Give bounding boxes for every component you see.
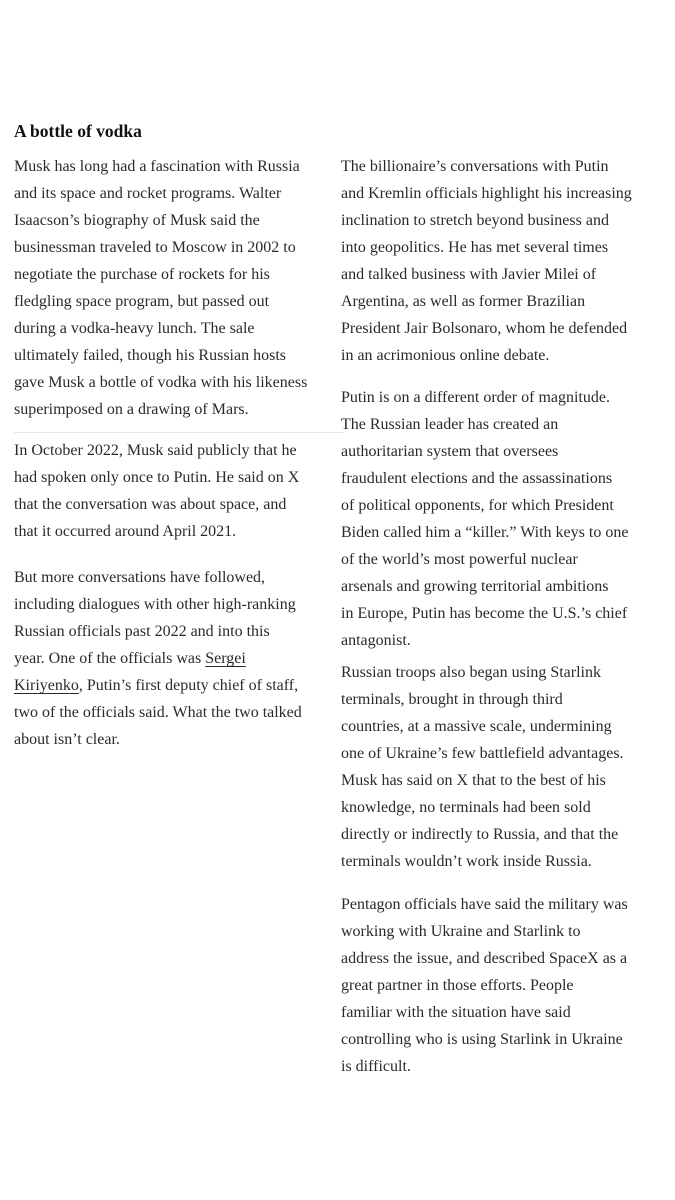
text-segment: year. One of the officials was (14, 650, 206, 667)
right-paragraph-4 (341, 891, 661, 1080)
text-line: fraudulent elections and the assassinations (341, 470, 613, 487)
text-line: Musk has long had a fascination with Russia (14, 158, 300, 175)
text-line: and Kremlin officials highlight his increasing (341, 185, 632, 202)
text-line: antagonist. (341, 632, 411, 649)
text-line: including dialogues with other high-ranking (14, 596, 296, 613)
text-line: countries, at a massive scale, undermining (341, 718, 612, 735)
text-line: familiar with the situation have said (341, 1004, 571, 1021)
text-line: and talked business with Javier Milei of (341, 266, 597, 283)
text-line: into geopolitics. He has met several times (341, 239, 609, 256)
text-segment: , Putin’s first deputy chief of staff, (78, 677, 299, 694)
text-line: Pentagon officials have said the military was (341, 896, 628, 913)
text-line: great partner in those efforts. People (341, 977, 574, 994)
text-line: Biden called him a “killer.” With keys to one (341, 524, 629, 541)
section-heading: A bottle of vodka (14, 121, 142, 141)
text-line: Musk has said on X that to the best of his (341, 772, 606, 789)
text-line: of the world’s most powerful nuclear (341, 551, 578, 568)
text-line: authoritarian system that oversees (341, 443, 559, 460)
text-line: negotiate the purchase of rockets for his (14, 266, 270, 283)
text-line: In October 2022, Musk said publicly that he (14, 442, 297, 459)
right-paragraph-3 (341, 659, 661, 875)
text-line: terminals wouldn’t work inside Russia. (341, 853, 592, 870)
sergei-kiriyenko-link-continued[interactable]: Kiriyenko (14, 677, 79, 694)
text-line (14, 672, 332, 699)
left-paragraph-3 (14, 564, 332, 753)
text-line: that it occurred around April 2021. (14, 523, 237, 540)
text-line: controlling who is using Starlink in Ukraine (341, 1031, 623, 1048)
left-paragraph-1 (14, 153, 332, 423)
text-line: during a vodka-heavy lunch. The sale (14, 320, 255, 337)
right-paragraph-2 (341, 384, 661, 654)
left-paragraph-2 (14, 437, 332, 545)
text-line: But more conversations have followed, (14, 569, 266, 586)
text-line: in Europe, Putin has become the U.S.’s chief (341, 605, 628, 622)
text-line: terminals, brought in through third (341, 691, 563, 708)
text-line: gave Musk a bottle of vodka with his likeness (14, 374, 308, 391)
text-line: in an acrimonious online debate. (341, 347, 550, 364)
text-line: about isn’t clear. (14, 731, 120, 748)
text-line: ultimately failed, though his Russian hosts (14, 347, 286, 364)
text-line: knowledge, no terminals had been sold (341, 799, 591, 816)
text-line: two of the officials said. What the two talked (14, 704, 302, 721)
text-line: The billionaire’s conversations with Putin (341, 158, 609, 175)
text-line: Argentina, as well as former Brazilian (341, 293, 586, 310)
text-line: that the conversation was about space, and (14, 496, 287, 513)
text-line: Putin is on a different order of magnitude. (341, 389, 610, 406)
text-line: The Russian leader has created an (341, 416, 559, 433)
text-line: Isaacson’s biography of Musk said the (14, 212, 260, 229)
text-line: President Jair Bolsonaro, whom he defended (341, 320, 628, 337)
paragraph-divider (14, 432, 344, 433)
sergei-kiriyenko-link[interactable]: Sergei (205, 650, 246, 667)
text-line: fledgling space program, but passed out (14, 293, 270, 310)
text-line: had spoken only once to Putin. He said on X (14, 469, 300, 486)
text-line: superimposed on a drawing of Mars. (14, 401, 249, 418)
text-line: directly or indirectly to Russia, and that the (341, 826, 619, 843)
text-line: working with Ukraine and Starlink to (341, 923, 581, 940)
text-line: businessman traveled to Moscow in 2002 to (14, 239, 296, 256)
text-line: one of Ukraine’s few battlefield advantages. (341, 745, 624, 762)
text-line: address the issue, and described SpaceX as a (341, 950, 628, 967)
text-line (14, 645, 332, 672)
text-line: inclination to stretch beyond business and (341, 212, 609, 229)
text-line: Russian troops also began using Starlink (341, 664, 601, 681)
text-line: is difficult. (341, 1058, 411, 1075)
text-line: arsenals and growing territorial ambitions (341, 578, 609, 595)
text-line: Russian officials past 2022 and into this (14, 623, 270, 640)
text-line: and its space and rocket programs. Walter (14, 185, 282, 202)
text-line: of political opponents, for which President (341, 497, 614, 514)
right-paragraph-1 (341, 153, 661, 369)
